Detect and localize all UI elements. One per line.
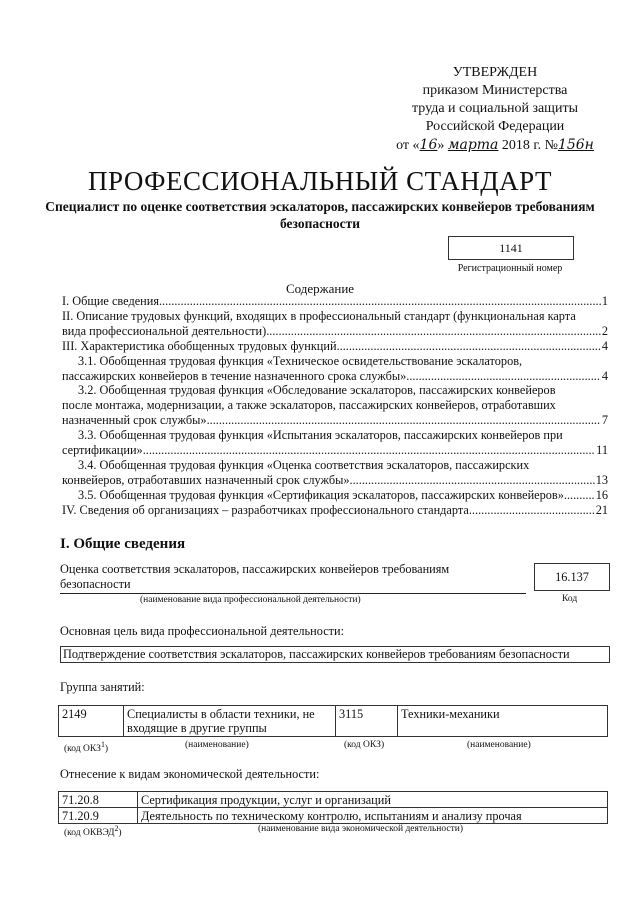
goal-label: Основная цель вида профессиональной деятельности: [60,624,345,638]
toc-item: I. Общие сведения ..... 1 [62,294,608,309]
document-subtitle: Специалист по оценке соответствия эскалаторов, пассажирских конвейеров требованиям безопасности [45,199,595,231]
code-caption: Код [562,594,578,604]
approval-line: приказом Министерства [422,83,568,98]
approval-date: от «16» марта 2018 г. №156н [396,137,594,153]
toc-item: IV. Сведения об организациях – разработчиках профессионального стандарта ..... 21 [62,503,608,518]
divider [60,593,526,594]
table-row [59,808,608,824]
approval-day: 16 [419,137,438,153]
occ-code: 3115 [336,706,398,737]
occupations-table [58,705,608,737]
okved-code-caption: (код ОКВЭД$^2$) [64,824,122,839]
table-row [59,706,608,737]
approval-number: 156н [557,137,594,153]
table-of-contents [62,294,608,518]
okved-name: Деятельность по техническому контролю, испытаниям и анализу прочая [138,808,608,824]
activity-code-box: 16.137 [534,563,610,591]
name-caption: (наименование) [467,740,531,750]
occupations-label: Группа занятий: [60,680,145,694]
approval-line: труда и социальной защиты [412,101,578,116]
goal-text-box: Подтверждение соответствия эскалаторов, пассажирских конвейеров требованиям безопасности [60,646,610,663]
okved-code: 71.20.9 [59,808,138,824]
toc-item-line: 3.2. Обобщенная трудовая функция «Обследование эскалаторов, пассажирских конвейеров [78,383,556,398]
toc-item-line: после монтажа, модернизации, а также эскалаторов, пассажирских конвейеров, отработавших [62,398,556,413]
approval-month: марта [447,137,499,153]
okved-name: Сертификация продукции, услуг и организаций [138,792,608,808]
registration-number-box: 1141 [448,236,574,260]
toc-item-line: 3.3. Обобщенная трудовая функция «Испытания эскалаторов, пассажирских конвейеров при [78,428,563,443]
toc-item: вида профессиональной деятельности) ..... 2 [62,324,608,339]
name-caption: (наименование) [185,740,249,750]
occ-code: 2149 [59,706,124,737]
okved-name-caption: (наименование вида экономической деятельности) [258,824,463,834]
occ-name: Техники-механики [398,706,608,737]
activity-name: Оценка соответствия эскалаторов, пассажирских конвейеров требованиям безопасности [60,562,450,591]
okved-table [58,791,608,824]
approval-block [380,64,610,155]
toc-item-line: 3.4. Обобщенная трудовая функция «Оценка соответствия эскалаторов, пассажирских [78,457,530,472]
occ-name: Специалисты в области техники, не входящие в другие группы [124,706,336,737]
activity-caption: (наименование вида профессиональной деятельности) [140,595,361,605]
toc-item-line: II. Описание трудовых функций, входящих в профессиональный стандарт (функциональная карта [62,308,576,323]
okved-code: 71.20.8 [59,792,138,808]
toc-item: пассажирских конвейеров в течение назначенного срока службы» ..... 4 [62,369,608,384]
okz-caption: (код ОКЗ$^1$) [64,740,109,755]
approval-line: Российской Федерации [425,119,565,134]
section-heading: I. Общие сведения [60,536,186,552]
toc-item: конвейеров, отработавших назначенный срок службы» ..... 13 [62,473,608,488]
toc-heading: Содержание [285,281,355,296]
toc-item: сертификации» ..... 11 [62,443,608,458]
toc-item: назначенный срок службы» ..... 7 [62,413,608,428]
registration-label: Регистрационный номер [457,263,563,274]
toc-item: III. Характеристика обобщенных трудовых функций ..... 4 [62,339,608,354]
okz-caption: (код ОКЗ) [344,740,385,750]
document-title: ПРОФЕССИОНАЛЬНЫЙ СТАНДАРТ [87,166,553,196]
table-row [59,792,608,808]
toc-item: 3.5. Обобщенная трудовая функция «Сертификация эскалаторов, пассажирских конвейеров» ..... 16 [62,488,608,503]
approval-title: УТВЕРЖДЕН [452,65,538,80]
okved-label: Отнесение к видам экономической деятельности: [60,767,320,781]
toc-item-line: 3.1. Обобщенная трудовая функция «Техническое освидетельствование эскалаторов, [78,353,523,368]
